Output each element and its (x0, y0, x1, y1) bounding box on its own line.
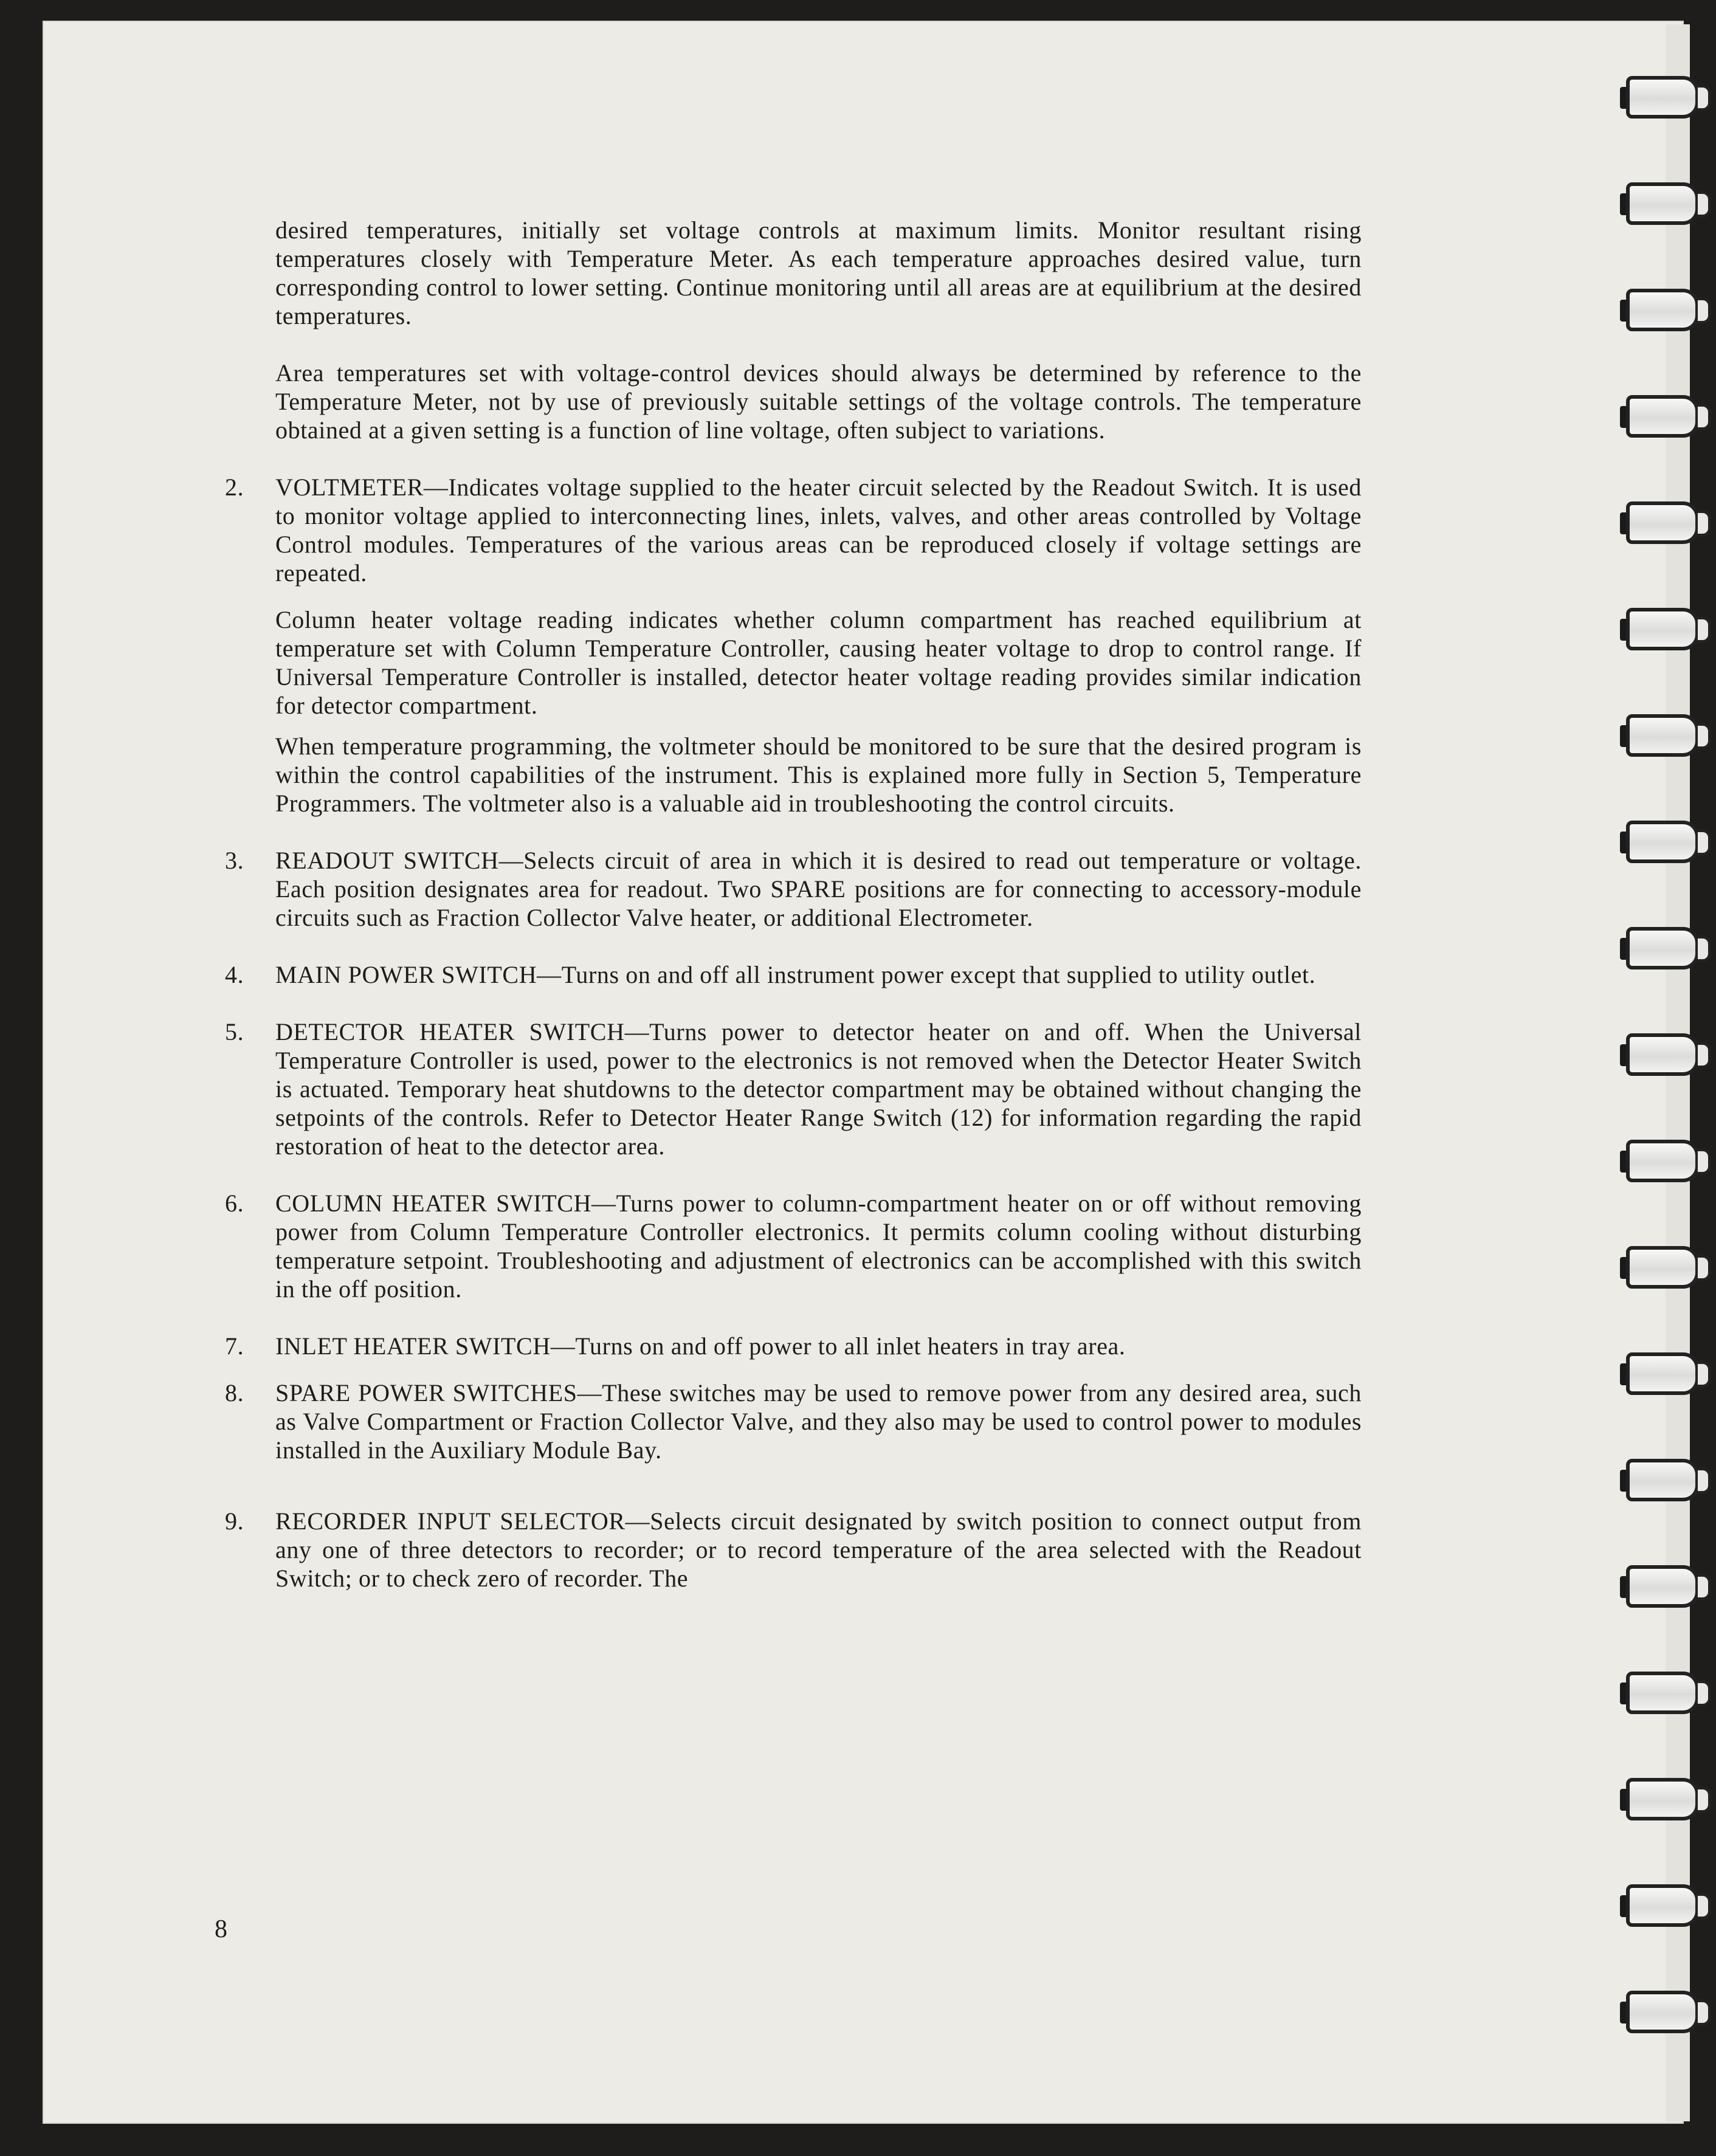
page-body (225, 216, 1362, 1621)
list-item-detector-heater-switch (225, 1018, 1362, 1160)
binding-coil (1620, 1559, 1711, 1617)
item-number: 6. (225, 1190, 244, 1217)
item-number: 2. (225, 474, 244, 501)
item-number: 9. (225, 1507, 244, 1535)
item-text: MAIN POWER SWITCH—Turns on and off all instrument power except that supplied to utility outlet. (275, 961, 1316, 988)
item-number: 3. (225, 847, 244, 874)
list-item-readout-switch (225, 846, 1362, 932)
list-item-recorder-input-selector (225, 1507, 1362, 1593)
binding-coil (1620, 1772, 1711, 1830)
item-number: 7. (225, 1332, 244, 1360)
binding-coil (1620, 602, 1711, 660)
voltmeter-paragraph-3: When temperature programming, the voltmeter should be monitored to be sure that the desired program is within the control capabilities of the instrument. This is explained more fully in Section 5, Temperature Programmers. The voltmeter also is a valuable aid in troubleshooting the control circuits. (275, 732, 1362, 817)
binding-coil (1620, 815, 1711, 872)
binding-coil (1620, 283, 1711, 340)
intro-paragraph-1: desired temperatures, initially set voltage controls at maximum limits. Monitor resultant rising temperatures closely with Temperature Meter. As each temperature approaches desired value, turn corresponding control to lower setting. Continue monitoring until all areas are at equilibrium at the desired temperatures. (275, 216, 1362, 329)
binding-coil (1620, 1240, 1711, 1298)
list-item-spare-power-switches (225, 1379, 1362, 1464)
item-number: 5. (225, 1018, 244, 1045)
item-text: RECORDER INPUT SELECTOR—Selects circuit designated by switch position to connect output from any one of three detectors to recorder; or to record temperature of the area selected with the Readout Switch; or to check zero of recorder. The (275, 1507, 1362, 1592)
voltmeter-paragraph-2: Column heater voltage reading indicates whether column compartment has reached equilibrium at temperature set with Column Temperature Controller, causing heater voltage to drop to control range. If Universal Temperature Controller is installed, detector heater voltage reading provides similar indication for detector compartment. (275, 606, 1362, 719)
binding-coil (1620, 1453, 1711, 1510)
list-item-main-power-switch (225, 960, 1362, 989)
binding-coil (1620, 1027, 1711, 1085)
binding-coil (1620, 495, 1711, 553)
item-text: COLUMN HEATER SWITCH—Turns power to column-compartment heater on or off without removing power from Column Temperature Controller electronics. It permits column cooling without disturbing temperature setpoint. Troubleshooting and adjustment of electronics can be accomplished with this switch in the off position. (275, 1190, 1362, 1303)
item-text: VOLTMETER—Indicates voltage supplied to the heater circuit selected by the Readout Switch. It is used to monitor voltage applied to interconnecting lines, inlets, valves, and other areas controlled by Voltage Control modules. Temperatures of the various areas can be reproduced closely if voltage settings are repeated. (275, 474, 1362, 587)
binding-coil (1620, 1985, 1711, 2042)
page-number: 8 (215, 1915, 227, 1943)
list-item-column-heater-switch (225, 1189, 1362, 1303)
item-text: SPARE POWER SWITCHES—These switches may be used to remove power from any desired area, such as Valve Compartment or Fraction Collector Valve, and they also may be used to control power to modules installed in the Auxiliary Module Bay. (275, 1379, 1362, 1464)
binding-coil (1620, 1134, 1711, 1191)
binding-coil (1620, 1665, 1711, 1723)
binding-coil (1620, 70, 1711, 128)
binding-coil (1620, 921, 1711, 979)
binding-coil (1620, 389, 1711, 447)
item-number: 4. (225, 961, 244, 988)
item-number: 8. (225, 1379, 244, 1407)
item-text: DETECTOR HEATER SWITCH—Turns power to detector heater on and off. When the Universal Temperature Controller is used, power to the electronics is not removed when the Detector Heater Switch is actuated. Temporary heat shutdowns to the detector compartment may be obtained without changing the setpoints of the controls. Refer to Detector Heater Range Switch (12) for information regarding the rapid restoration of heat to the detector area. (275, 1018, 1362, 1160)
item-text: READOUT SWITCH—Selects circuit of area in which it is desired to read out temperature or voltage. Each position designates area for readout. Two SPARE positions are for connecting to accessory-module circuits such as Fraction Collector Valve heater, or additional Electrometer. (275, 847, 1362, 931)
spiral-binding (1620, 24, 1716, 2127)
binding-coil (1620, 1878, 1711, 1936)
item-text: INLET HEATER SWITCH—Turns on and off power to all inlet heaters in tray area. (275, 1332, 1126, 1360)
binding-coil (1620, 1346, 1711, 1404)
list-item-inlet-heater-switch (225, 1332, 1362, 1360)
intro-paragraph-2: Area temperatures set with voltage-control devices should always be determined by reference to the Temperature Meter, not by use of previously suitable settings of the voltage controls. The temperature obtained at a given setting is a function of line voltage, often subject to variations. (275, 359, 1362, 444)
binding-coil (1620, 176, 1711, 234)
binding-coil (1620, 708, 1711, 766)
list-item-voltmeter (225, 473, 1362, 587)
